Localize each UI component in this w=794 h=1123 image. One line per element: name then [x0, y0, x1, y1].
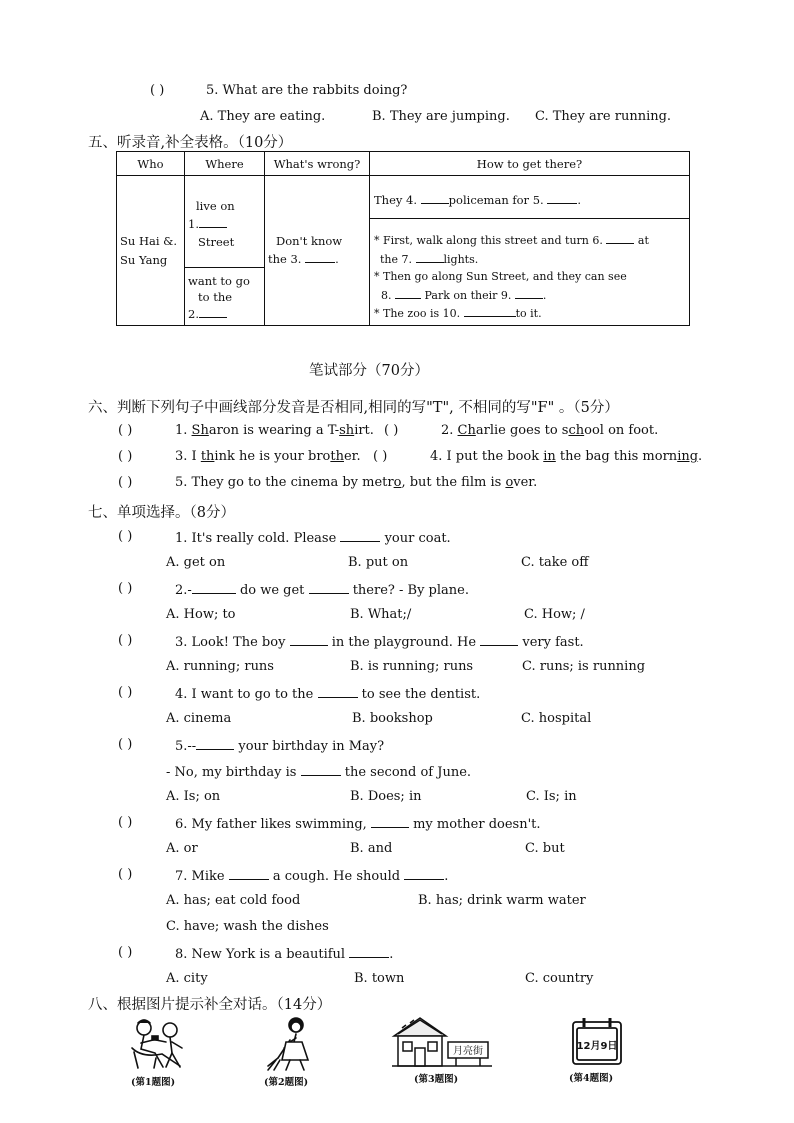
choice-q6-stem: 6. My father likes swimming, my mother doesn't. — [175, 817, 541, 832]
option-b: B. is running; runs — [350, 659, 474, 674]
blank-5[interactable] — [547, 191, 577, 204]
blank-6[interactable] — [606, 231, 634, 244]
option-c: C. have; wash the dishes — [166, 919, 329, 934]
pronunciation-q2: 2. Charlie goes to school on foot. — [441, 423, 659, 438]
blank-8[interactable] — [395, 286, 421, 299]
pronunciation-q4: 4. I put the book in the bag this morning. — [430, 449, 703, 464]
blank[interactable] — [340, 529, 380, 542]
blank[interactable] — [229, 867, 269, 880]
choice-q7-stem: 7. Mike a cough. He should . — [175, 869, 449, 884]
blank-10[interactable] — [464, 304, 516, 317]
blank-2[interactable] — [199, 305, 227, 318]
blank[interactable] — [301, 763, 341, 776]
answer-paren[interactable]: ( ) — [118, 449, 133, 464]
cell-how: They 4. policeman for 5. . * First, walk along this street and turn 6. at the 7. lights. * Then go along Sun Street, and they can see 8. Park on their 9. . * The zoo is 10. to it. — [370, 176, 690, 326]
choice-q8-stem: 8. New York is a beautiful . — [175, 947, 394, 962]
section-title: 八、根据图片提示补全对话。（14分） — [88, 997, 332, 1013]
blank[interactable] — [371, 815, 409, 828]
pronunciation-q3: 3. I think he is your brother. — [175, 449, 361, 464]
option-a: A. get on — [166, 555, 226, 570]
house-sign-icon — [390, 1014, 494, 1070]
option-b: B. Does; in — [350, 789, 422, 804]
calendar-date-text: 12月9日 — [576, 1041, 618, 1052]
option-a: A. running; runs — [166, 659, 274, 674]
option-c: C. country — [525, 971, 594, 986]
option-c: C. but — [525, 841, 565, 856]
choice-q1-stem: 1. It's really cold. Please your coat. — [175, 531, 451, 546]
answer-paren[interactable]: ( ) — [118, 867, 133, 882]
listening-table — [116, 151, 690, 326]
blank[interactable] — [309, 581, 349, 594]
option-b: B. bookshop — [352, 711, 433, 726]
caption: (第3题图) — [414, 1074, 459, 1085]
street-sign-text: 月亮街 — [453, 1046, 483, 1057]
caption: (第1题图) — [131, 1077, 176, 1088]
choice-q4-stem: 4. I want to go to the to see the dentist. — [175, 687, 481, 702]
written-part-title: 笔试部分（70分） — [309, 363, 429, 379]
option-c: C. How; / — [524, 607, 585, 622]
option-b: B. and — [350, 841, 393, 856]
dentist-icon — [126, 1016, 192, 1072]
choice-q2-stem: 2.- do we get there? - By plane. — [175, 583, 469, 598]
blank[interactable] — [196, 737, 234, 750]
answer-paren[interactable]: ( ) — [118, 581, 133, 596]
section-title: 六、判断下列句子中画线部分发音是否相同,相同的写"T", 不相同的写"F" 。（5分） — [88, 400, 619, 416]
blank-3[interactable] — [305, 250, 335, 263]
answer-paren[interactable]: ( ) — [384, 423, 399, 438]
answer-paren[interactable]: ( ) — [118, 475, 133, 490]
answer-paren[interactable]: ( ) — [118, 685, 133, 700]
section-title: 七、单项选择。（8分） — [88, 505, 235, 521]
cell-where: live on 1. Street want to go to the 2. — [185, 176, 265, 326]
caption: (第4题图) — [569, 1073, 614, 1084]
header-whats-wrong: What's wrong? — [265, 152, 370, 176]
blank[interactable] — [290, 633, 328, 646]
blank[interactable] — [404, 867, 444, 880]
question-stem: 5. What are the rabbits doing? — [206, 83, 408, 98]
answer-paren[interactable]: ( ) — [118, 737, 133, 752]
answer-paren[interactable]: ( ) — [118, 423, 133, 438]
answer-paren[interactable]: ( ) — [118, 815, 133, 830]
answer-paren[interactable]: ( ) — [118, 529, 133, 544]
choice-q5-stem: 5.-- your birthday in May? — [175, 739, 385, 754]
cell-who: Su Hai &. Su Yang — [117, 176, 185, 326]
option-b: B. They are jumping. — [372, 109, 510, 124]
option-c: C. They are running. — [535, 109, 672, 124]
blank-7[interactable] — [416, 250, 444, 263]
blank[interactable] — [480, 633, 518, 646]
header-how: How to get there? — [370, 152, 690, 176]
blank-9[interactable] — [515, 286, 543, 299]
header-who: Who — [117, 152, 185, 176]
answer-paren[interactable]: ( ) — [118, 633, 133, 648]
choice-q5-answer-line: - No, my birthday is the second of June. — [166, 765, 472, 780]
option-a: A. cinema — [166, 711, 232, 726]
option-c: C. hospital — [521, 711, 592, 726]
option-b: B. put on — [348, 555, 409, 570]
option-b: B. town — [354, 971, 405, 986]
option-c: C. Is; in — [526, 789, 577, 804]
option-c: C. take off — [521, 555, 589, 570]
calendar-icon — [570, 1016, 624, 1068]
option-a: A. They are eating. — [200, 109, 326, 124]
choice-q3-stem: 3. Look! The boy in the playground. He very fast. — [175, 635, 584, 650]
blank-4[interactable] — [421, 191, 449, 204]
blank[interactable] — [349, 945, 389, 958]
option-a: A. has; eat cold food — [166, 893, 301, 908]
option-a: A. How; to — [166, 607, 236, 622]
blank-1[interactable] — [199, 215, 227, 228]
option-a: A. city — [166, 971, 208, 986]
option-a: A. Is; on — [166, 789, 221, 804]
section-title: 五、听录音,补全表格。（10分） — [88, 135, 293, 151]
option-b: B. has; drink warm water — [418, 893, 586, 908]
sweeping-girl-icon — [262, 1016, 318, 1072]
pronunciation-q5: 5. They go to the cinema by metro, but the film is over. — [175, 475, 538, 490]
answer-paren[interactable]: ( ) — [373, 449, 388, 464]
answer-paren[interactable]: ( ) — [150, 83, 165, 98]
pronunciation-q1: 1. Sharon is wearing a T-shirt. — [175, 423, 374, 438]
caption: (第2题图) — [264, 1077, 309, 1088]
option-b: B. What;/ — [350, 607, 412, 622]
header-where: Where — [185, 152, 265, 176]
option-c: C. runs; is running — [522, 659, 646, 674]
blank[interactable] — [318, 685, 358, 698]
cell-whats-wrong: Don't know the 3. . — [265, 176, 370, 326]
answer-paren[interactable]: ( ) — [118, 945, 133, 960]
option-a: A. or — [166, 841, 198, 856]
blank[interactable] — [192, 581, 236, 594]
